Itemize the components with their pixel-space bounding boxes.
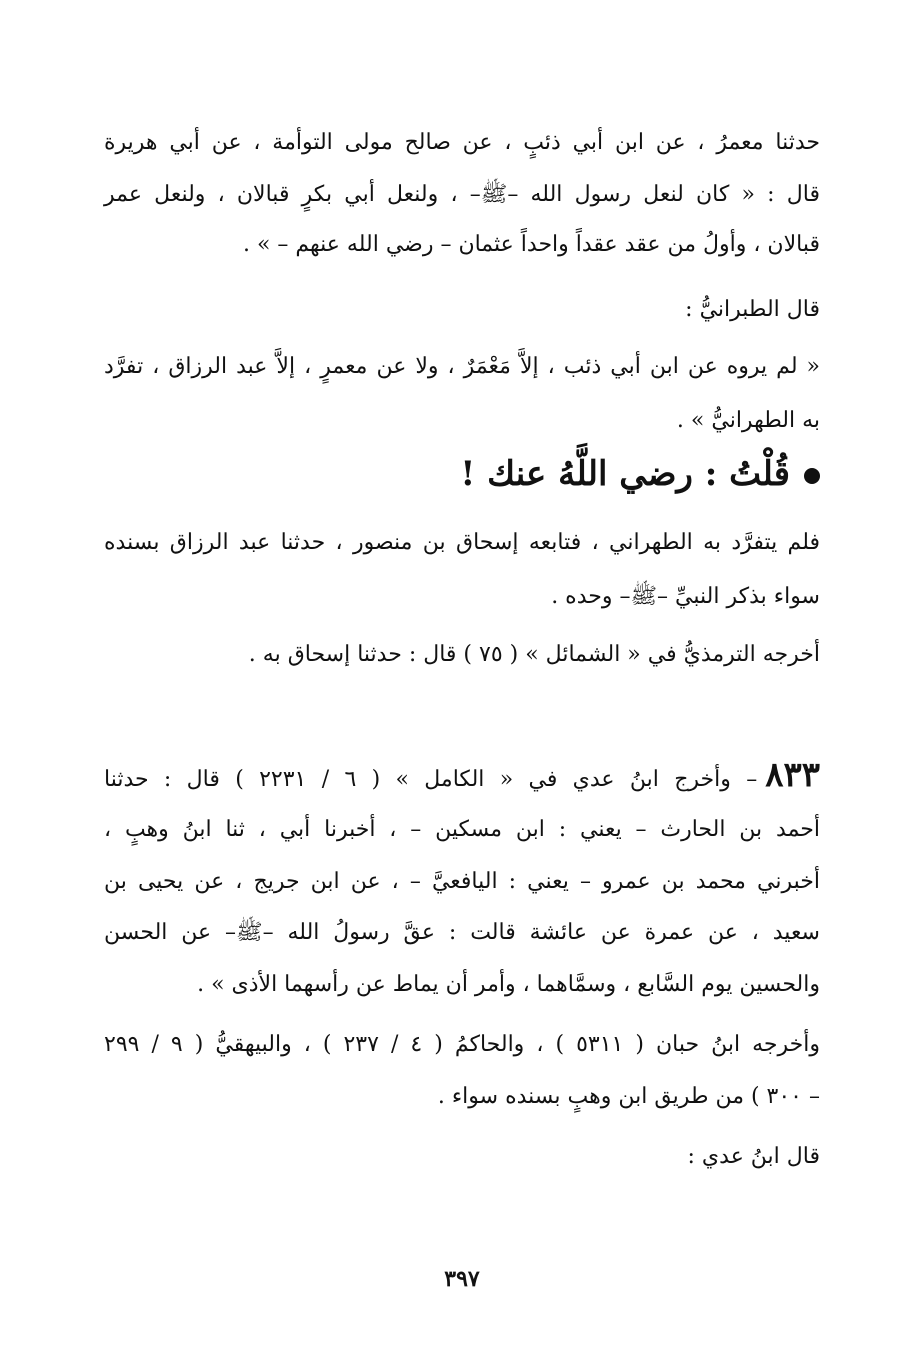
- hadith-first-line: [104, 755, 820, 795]
- heading-text: قُلْتُ : رضي اللَّهُ عنك !: [460, 454, 790, 494]
- text-line: فلم يتفرَّد به الطهراني ، فتابعه إسحاق بن منصور ، حدثنا عبد الرزاق بسنده: [104, 530, 820, 555]
- hadith-line: أخبرني محمد بن عمرو – يعني : اليافعيَّ – ، عن ابن جريج ، عن يحيى بن: [104, 869, 820, 894]
- bullet-dot: [804, 468, 820, 484]
- text-line: أخرجه الترمذيُّ في « الشمائل » ( ٧٥ ) قال : حدثنا إسحاق به .: [248, 642, 820, 667]
- text-line: قال : « كان لنعل رسول الله –ﷺ– ، ولنعل أبي بكرٍ قبالان ، ولنعل عمر: [104, 182, 820, 207]
- hadith-line: والحسين يوم السَّابع ، وسمَّاهما ، وأمر أن يماط عن رأسهما الأذى » .: [197, 972, 820, 997]
- text-line: قبالان ، وأولُ من عقد عقداً واحداً عثمان – رضي الله عنهم – » .: [242, 232, 820, 257]
- takhrij-line: وأخرجه ابنُ حبان ( ٥٣١١ ) ، والحاكمُ ( ٤ / ٢٣٧ ) ، والبيهقيُّ ( ٩ / ٢٩٩: [104, 1032, 820, 1057]
- quote-line: « لم يروه عن ابن أبي ذئب ، إلاَّ مَعْمَرٌ ، ولا عن معمرٍ ، إلاَّ عبد الرزاق ، تفرَّد: [104, 354, 820, 379]
- hadith-line: سعيد ، عن عمرة عن عائشة قالت : عقَّ رسولُ الله –ﷺ– عن الحسن: [104, 920, 820, 945]
- text-line: حدثنا معمرُ ، عن ابن أبي ذئبٍ ، عن صالح مولى التوأمة ، عن أبي هريرة: [104, 130, 820, 155]
- quote-line: به الطهرانيُّ » .: [676, 408, 820, 433]
- hadith-number: ٨٣٣: [765, 755, 820, 795]
- takhrij-line: – ٣٠٠ ) من طريق ابن وهبٍ بسنده سواء .: [437, 1084, 820, 1109]
- section-heading: [104, 452, 820, 496]
- text-line: قال ابنُ عدي :: [687, 1144, 820, 1169]
- text-line: سواء بذكر النبيِّ –ﷺ– وحده .: [551, 584, 820, 609]
- text-line: قال الطبرانيُّ :: [685, 297, 820, 322]
- page-number: ٣٩٧: [444, 1266, 480, 1292]
- hadith-line: أحمد بن الحارث – يعني : ابن مسكين – ، أخبرنا أبي ، ثنا ابنُ وهبٍ ،: [104, 817, 820, 842]
- hadith-first-text: – وأخرج ابنُ عدي في « الكامل » ( ٦ / ٢٢٣١ ) قال : حدثنا: [104, 767, 758, 792]
